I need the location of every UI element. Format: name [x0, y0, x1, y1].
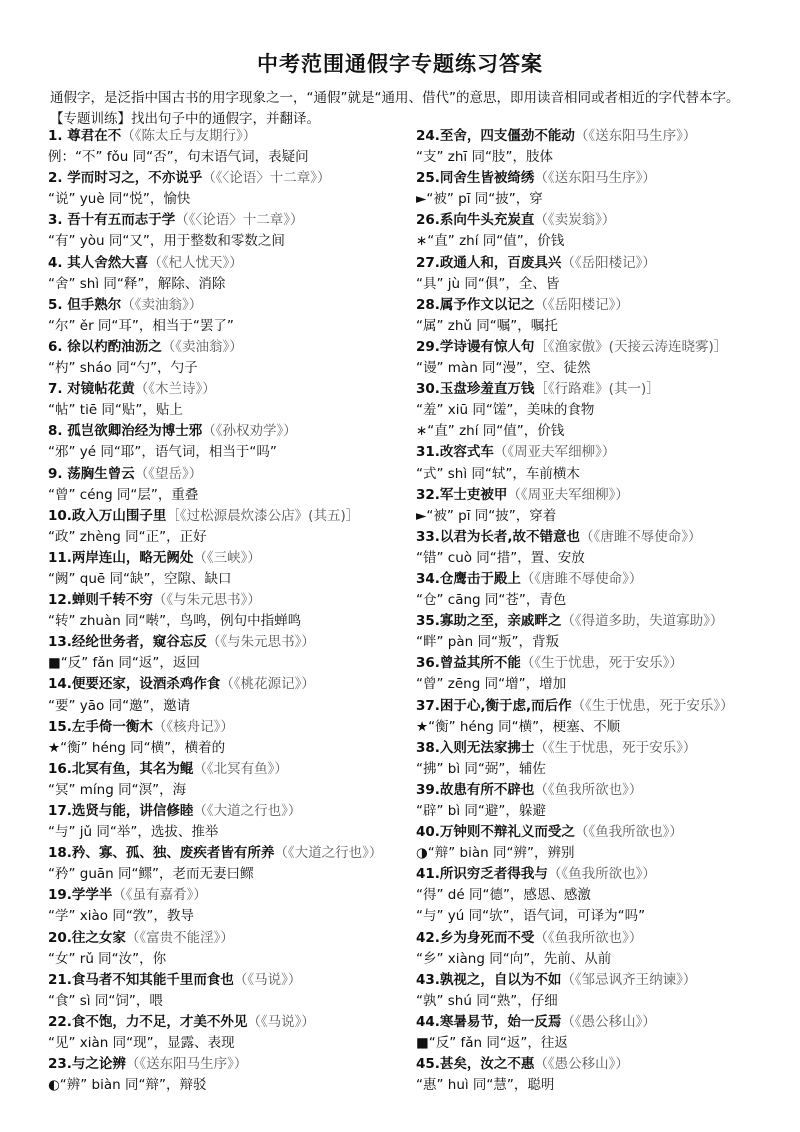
question-line — [48, 590, 410, 611]
question-line — [416, 295, 768, 316]
question-sentence: 26.系向牛头充炭直 — [416, 212, 535, 229]
answer-line: ★“衡” héng 同“横”，横着的 — [48, 739, 226, 756]
source-title: （《周亚夫军细柳》） — [507, 486, 629, 503]
question-sentence: 10.政入万山围子里 — [48, 507, 167, 524]
question-line — [48, 801, 410, 822]
answer-line: “谩” màn 同“漫”，空、徒然 — [416, 360, 591, 377]
answer-line: “支” zhī 同“肢”，肢体 — [416, 149, 553, 166]
source-title: ［《过松源晨炊漆公店》(其五)］ — [166, 507, 360, 524]
answer-line: “尔” ěr 同“耳”，相当于“罢了” — [48, 317, 234, 334]
question-line — [48, 885, 410, 906]
answer-line: “转” zhuàn 同“啭”，鸟鸣，例句中指蝉鸣 — [48, 613, 302, 630]
question-line — [416, 569, 768, 590]
source-title: （《周亚夫军细柳》） — [493, 444, 616, 461]
source-title: （《桃花源记》） — [220, 676, 315, 693]
question-line — [416, 928, 768, 949]
source-title: （《送东阳马生序》） — [534, 170, 656, 187]
question-line — [416, 168, 768, 189]
question-line — [48, 379, 410, 400]
source-title: （《三峡》） — [193, 549, 261, 566]
source-title: （《核舟记》） — [152, 718, 234, 735]
task-instruction: 【专题训练】找出句子中的通假字，并翻译。 — [50, 111, 320, 127]
question-line — [416, 379, 768, 400]
answer-line: “有” yòu 同“又”，用于整数和零数之间 — [48, 233, 285, 250]
question-sentence: 21.食马者不知其能千里而食也 — [48, 971, 234, 988]
question-sentence: 41.所识穷乏者得我与 — [416, 866, 548, 883]
source-title: （《虽有嘉肴》） — [112, 887, 207, 904]
question-sentence: 8. 孤岂欲卿治经为博士邪 — [48, 423, 203, 440]
question-line — [48, 295, 410, 316]
source-title: （《陈太丘与友期行》） — [121, 128, 257, 144]
question-line — [416, 611, 768, 632]
question-line — [416, 337, 768, 358]
question-line — [416, 738, 768, 759]
answer-line: “具” jù 同“俱”，全、皆 — [416, 275, 560, 292]
source-title: （《鱼我所欲也》） — [534, 781, 643, 798]
answer-line: “错” cuò 同“措”，置、安放 — [416, 549, 585, 566]
question-line — [416, 1054, 768, 1075]
question-sentence: 13.经纶世务者，窥谷忘反 — [48, 634, 207, 651]
question-sentence: 38.入则无法家拂士 — [416, 739, 535, 756]
question-sentence: 33.以君为长者,故不错意也 — [416, 528, 581, 545]
question-sentence: 39.故患有所不辟也 — [416, 781, 535, 798]
source-title: （《〈论语〉十二章》） — [175, 212, 304, 229]
question-line — [48, 253, 410, 274]
answer-line: “要” yāo 同“邀”，邀请 — [48, 697, 191, 714]
answer-line: “与” yú 同“欤”，语气词，可译为“吗” — [416, 908, 646, 925]
answer-line: “孰” shú 同“熟”，仔细 — [416, 992, 558, 1009]
source-title: （《大道之行也》） — [274, 845, 383, 862]
source-title: （《鱼我所欲也》） — [547, 866, 656, 883]
question-sentence: 31.改容式车 — [416, 444, 494, 461]
source-title: （《北冥有鱼》） — [193, 760, 288, 777]
source-title: （《得道多助，失道寡助》） — [561, 613, 724, 630]
source-title: （《〈论语〉十二章》） — [202, 170, 331, 187]
question-line — [48, 421, 410, 442]
answer-line: “政” zhèng 同“正”，正好 — [48, 528, 207, 545]
source-title: （《唐雎不辱使命》） — [580, 528, 702, 545]
question-line — [416, 822, 768, 843]
answer-line: 例：“不” fǒu 同“否”，句末语气词，表疑问 — [48, 149, 309, 166]
question-sentence: 32.军士吏被甲 — [416, 486, 508, 503]
answer-line: ∗“直” zhí 同“值”，价钱 — [416, 233, 565, 250]
question-line — [48, 928, 410, 949]
intro-text: 通假字，是泛指中国古书的用字现象之一，“通假”就是“通用、借代”的意思，即用读音相同或者相近的字代替本字。 — [50, 90, 740, 106]
answer-line: “惠” huì 同“慧”，聪明 — [416, 1077, 555, 1094]
question-sentence: 1. 尊君在不 — [48, 128, 122, 144]
question-line — [48, 337, 410, 358]
question-line — [48, 168, 410, 189]
question-sentence: 27.政通人和，百废具兴 — [416, 254, 562, 271]
answer-line: “仓” cāng 同“苍”，青色 — [416, 592, 567, 609]
question-line — [48, 548, 410, 569]
source-title: ［《渔家傲》(天接云涛连晓雾)］ — [534, 338, 728, 355]
question-line — [416, 653, 768, 674]
question-sentence: 42.乡为身死而不受 — [416, 929, 535, 946]
source-title: （《愚公移山》） — [561, 1013, 656, 1030]
question-sentence: 37.困于心,衡于虑,而后作 — [416, 697, 572, 714]
question-sentence: 3. 吾十有五而志于学 — [48, 212, 176, 229]
question-line — [416, 126, 768, 147]
question-sentence: 18.矜、寡、孤、独、废疾者皆有所养 — [48, 845, 275, 862]
question-line — [48, 674, 410, 695]
source-title: （《生于忧患，死于安乐》） — [534, 739, 697, 756]
answer-line: “属” zhǔ 同“嘱”，嘱托 — [416, 317, 558, 334]
question-sentence: 34.仓鹰击于殿上 — [416, 570, 521, 587]
question-sentence: 17.选贤与能，讲信修睦 — [48, 803, 194, 819]
question-line — [48, 506, 410, 527]
answer-line: “邪” yé 同“耶”，语气词，相当于“吗” — [48, 444, 277, 461]
question-sentence: 29.学诗谩有惊人句 — [416, 338, 535, 355]
answer-line: “得” dé 同“德”，感恩、感激 — [416, 887, 591, 904]
answer-line: “帖” tiē 同“贴”，贴上 — [48, 402, 183, 419]
answer-line: ►“被” pī 同“披”，穿着 — [416, 507, 557, 524]
question-sentence: 24.至舍，四支僵劲不能动 — [416, 128, 575, 144]
source-title: （《送东阳马生序》） — [125, 1056, 248, 1073]
question-line — [48, 759, 410, 780]
source-title: （《愚公移山》） — [534, 1056, 629, 1073]
question-line — [416, 864, 768, 885]
answer-line: ◐“辨” biàn 同“辩”，辩驳 — [48, 1077, 207, 1094]
answer-line: ■“反” fǎn 同“返”，返回 — [48, 655, 200, 672]
question-line — [48, 717, 410, 738]
question-line — [416, 1012, 768, 1033]
question-sentence: 30.玉盘珍羞直万钱 — [416, 381, 535, 398]
question-line — [416, 780, 768, 801]
source-title: （《与朱元思书》） — [152, 592, 261, 609]
answer-line: ►“被” pī 同“披”，穿 — [416, 191, 543, 208]
answer-line: “畔” pàn 同“叛”，背叛 — [416, 634, 559, 651]
answer-line: “乡” xiàng 同“向”，先前、从前 — [416, 950, 612, 967]
question-line — [48, 843, 410, 864]
answer-line: “拂” bì 同“弼”，辅佐 — [416, 760, 546, 777]
source-title: （《邹忌讽齐王纳谏》） — [561, 971, 697, 988]
question-line — [416, 210, 768, 231]
question-sentence: 19.学学半 — [48, 887, 113, 904]
source-title: （《马说》） — [233, 971, 302, 988]
question-sentence: 12.蝉则千转不穷 — [48, 592, 153, 609]
question-sentence: 22.食不饱，力不足，才美不外见 — [48, 1013, 248, 1030]
question-sentence: 20.往之女家 — [48, 929, 126, 946]
question-sentence: 16.北冥有鱼，其名为鲲 — [48, 760, 194, 777]
question-line — [48, 632, 410, 653]
question-line — [416, 253, 768, 274]
question-line — [416, 442, 768, 463]
answer-line: “女” rǔ 同“汝”，你 — [48, 950, 167, 967]
answer-line: “曾” zēng 同“增”，增加 — [416, 676, 567, 693]
question-line — [416, 970, 768, 991]
source-title: （《木兰诗》） — [134, 381, 216, 398]
question-sentence: 44.寒暑易节，始一反焉 — [416, 1013, 562, 1030]
source-title: （《生于忧患，死于安乐》） — [571, 697, 734, 714]
source-title: （《望岳》） — [134, 465, 203, 482]
source-title: （《岳阳楼记》） — [534, 296, 629, 313]
source-title: （《卖油翁》） — [161, 338, 243, 355]
question-sentence: 5. 但手熟尔 — [48, 296, 122, 313]
question-line — [416, 696, 768, 717]
question-line — [48, 1012, 410, 1033]
source-title: （《孙权劝学》） — [202, 423, 297, 440]
question-sentence: 23.与之论辨 — [48, 1056, 126, 1073]
question-line — [416, 485, 768, 506]
answer-line: ∗“直” zhí 同“值”，价钱 — [416, 423, 565, 440]
answer-line: “说” yuè 同“悦”，愉快 — [48, 191, 191, 208]
question-line — [48, 210, 410, 231]
source-title: ［《行路难》(其一)］ — [534, 381, 660, 398]
question-sentence: 6. 徐以杓酌油沥之 — [48, 338, 162, 355]
answer-line: ★“衡” héng 同“横”，梗塞、不顺 — [416, 718, 621, 735]
right-column — [416, 126, 768, 1096]
answer-line: “曾” céng 同“层”，重叠 — [48, 486, 199, 503]
answer-line: “羞” xiū 同“馐”，美味的食物 — [416, 402, 595, 419]
source-title: （《唐雎不辱使命》） — [520, 570, 643, 587]
answer-line: “学” xiào 同“敩”，教导 — [48, 908, 194, 925]
source-title: （《鱼我所欲也》） — [534, 929, 643, 946]
source-title: （《鱼我所欲也》） — [574, 824, 683, 841]
source-title: （《与朱元思书》） — [206, 634, 315, 651]
question-sentence: 2. 学而时习之，不亦说乎 — [48, 170, 203, 187]
answer-line: “阙” quē 同“缺”，空隙、缺口 — [48, 570, 232, 587]
question-sentence: 14.便要还家，设酒杀鸡作食 — [48, 676, 221, 693]
question-sentence: 11.两岸连山，略无阙处 — [48, 549, 194, 566]
question-sentence: 15.左手倚一衡木 — [48, 718, 153, 735]
source-title: （《大道之行也》） — [193, 803, 302, 819]
question-line — [48, 464, 410, 485]
question-line — [48, 1054, 410, 1075]
source-title: （《富贵不能淫》） — [125, 929, 234, 946]
answer-line: “杓” sháo 同“勺”，勺子 — [48, 360, 198, 377]
answer-line: “食” sì 同“饲”，喂 — [48, 992, 163, 1009]
answer-line: “与” jǔ 同“举”，选拔、推举 — [48, 824, 219, 841]
question-line — [48, 126, 410, 147]
page-title: 中考范围通假字专题练习答案 — [257, 52, 543, 76]
question-sentence: 45.甚矣，汝之不惠 — [416, 1056, 535, 1073]
question-sentence: 36.曾益其所不能 — [416, 655, 521, 672]
answer-line: “冥” míng 同“溟”，海 — [48, 781, 187, 798]
source-title: （《送东阳马生序》） — [574, 128, 697, 144]
left-column — [48, 126, 410, 1096]
question-sentence: 25.同舍生皆被绮绣 — [416, 170, 535, 187]
answer-line: ◑“辩” biàn 同“辨”，辨别 — [416, 845, 575, 862]
source-title: （《杞人忧天》） — [148, 254, 243, 271]
answer-line: “式” shì 同“轼”，车前横木 — [416, 465, 580, 482]
source-title: （《马说》） — [247, 1013, 315, 1030]
source-title: （《卖炭翁》） — [534, 212, 616, 229]
question-line — [416, 527, 768, 548]
answer-line: “辟” bì 同“避”，躲避 — [416, 803, 546, 819]
question-sentence: 9. 荡胸生曾云 — [48, 465, 135, 482]
question-sentence: 28.属予作文以记之 — [416, 296, 535, 313]
answer-line: ■“反” fǎn 同“返”，往返 — [416, 1035, 568, 1052]
question-sentence: 4. 其人舍然大喜 — [48, 254, 149, 271]
answer-line: “舍” shì 同“释”，解除、消除 — [48, 275, 226, 292]
source-title: （《生于忧患，死于安乐》） — [520, 655, 683, 672]
answer-line: “见” xiàn 同“现”，显露、表现 — [48, 1035, 235, 1052]
answer-line: “矜” guān 同“鳏”，老而无妻曰鳏 — [48, 866, 254, 883]
source-title: （《卖油翁》） — [121, 296, 203, 313]
question-sentence: 43.孰视之，自以为不如 — [416, 971, 562, 988]
question-sentence: 40.万钟则不辩礼义而受之 — [416, 824, 575, 841]
question-sentence: 35.寡助之至，亲戚畔之 — [416, 613, 562, 630]
question-sentence: 7. 对镜帖花黄 — [48, 381, 135, 398]
source-title: （《岳阳楼记》） — [561, 254, 656, 271]
question-line — [48, 970, 410, 991]
